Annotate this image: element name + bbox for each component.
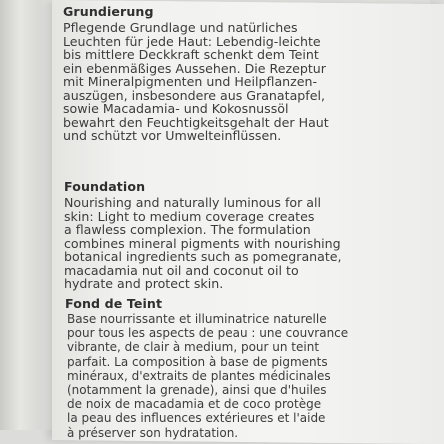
- text-line: hydrate and protect skin.: [64, 276, 224, 292]
- text-line: à préserver son hydratation.: [67, 425, 239, 440]
- section-heading-german: Grundierung: [63, 4, 154, 19]
- section-text-english: [64, 196, 342, 291]
- text-line: combines mineral pigments with nourishing: [64, 235, 341, 251]
- text-line: macadamia nut oil and coconut oil to: [64, 262, 299, 278]
- section-text-german: [63, 21, 329, 143]
- text-line: botanical ingredients such as pomegranate,: [64, 249, 342, 265]
- text-line: Pflegende Grundlage und natürliches: [63, 20, 298, 35]
- text-line: (notamment la grenade), ainsi que d'huiles: [67, 383, 327, 398]
- section-heading-english: Foundation: [64, 179, 146, 194]
- text-line: ein ebenmäßiges Aussehen. Die Rezeptur: [63, 60, 326, 76]
- text-line: la peau des influences extérieures et l'aide: [67, 411, 326, 426]
- text-line: pour tous les aspects de peau : une couvrance: [67, 326, 349, 341]
- text-line: bewahrt den Feuchtigkeitsgehalt der Haut: [63, 114, 329, 130]
- text-line: und schützt vor Umwelteinflüssen.: [63, 128, 282, 144]
- text-line: vibrante, de clair à medium, pour un teint: [67, 340, 320, 355]
- text-line: a flawless complexion. The formulation: [64, 222, 311, 238]
- text-line: parfait. La composition à base de pigments: [67, 354, 328, 369]
- text-line: mit Mineralpigmenten und Heilpflanzen-: [63, 74, 318, 90]
- text-line: Base nourrissante et illuminatrice naturelle: [67, 312, 327, 326]
- text-line: skin: Light to medium coverage creates: [64, 208, 315, 224]
- section-heading-french: Fond de Teint: [65, 296, 163, 311]
- text-line: bis mittlere Deckkraft schenkt dem Teint: [63, 47, 319, 63]
- text-line: Leuchten für jede Haut: Lebendig-leichte: [63, 33, 321, 49]
- text-line: Nourishing and naturally luminous for all: [64, 195, 321, 210]
- section-text-french: [67, 312, 348, 440]
- text-line: minéraux, d'extraits de plantes médicinales: [67, 368, 331, 383]
- text-line: auszügen, insbesondere aus Granatapfel,: [63, 87, 325, 103]
- text-line: sowie Macadamia- und Kokosnussöl: [63, 101, 289, 117]
- text-line: de noix de macadamia et de coco protège: [67, 397, 322, 412]
